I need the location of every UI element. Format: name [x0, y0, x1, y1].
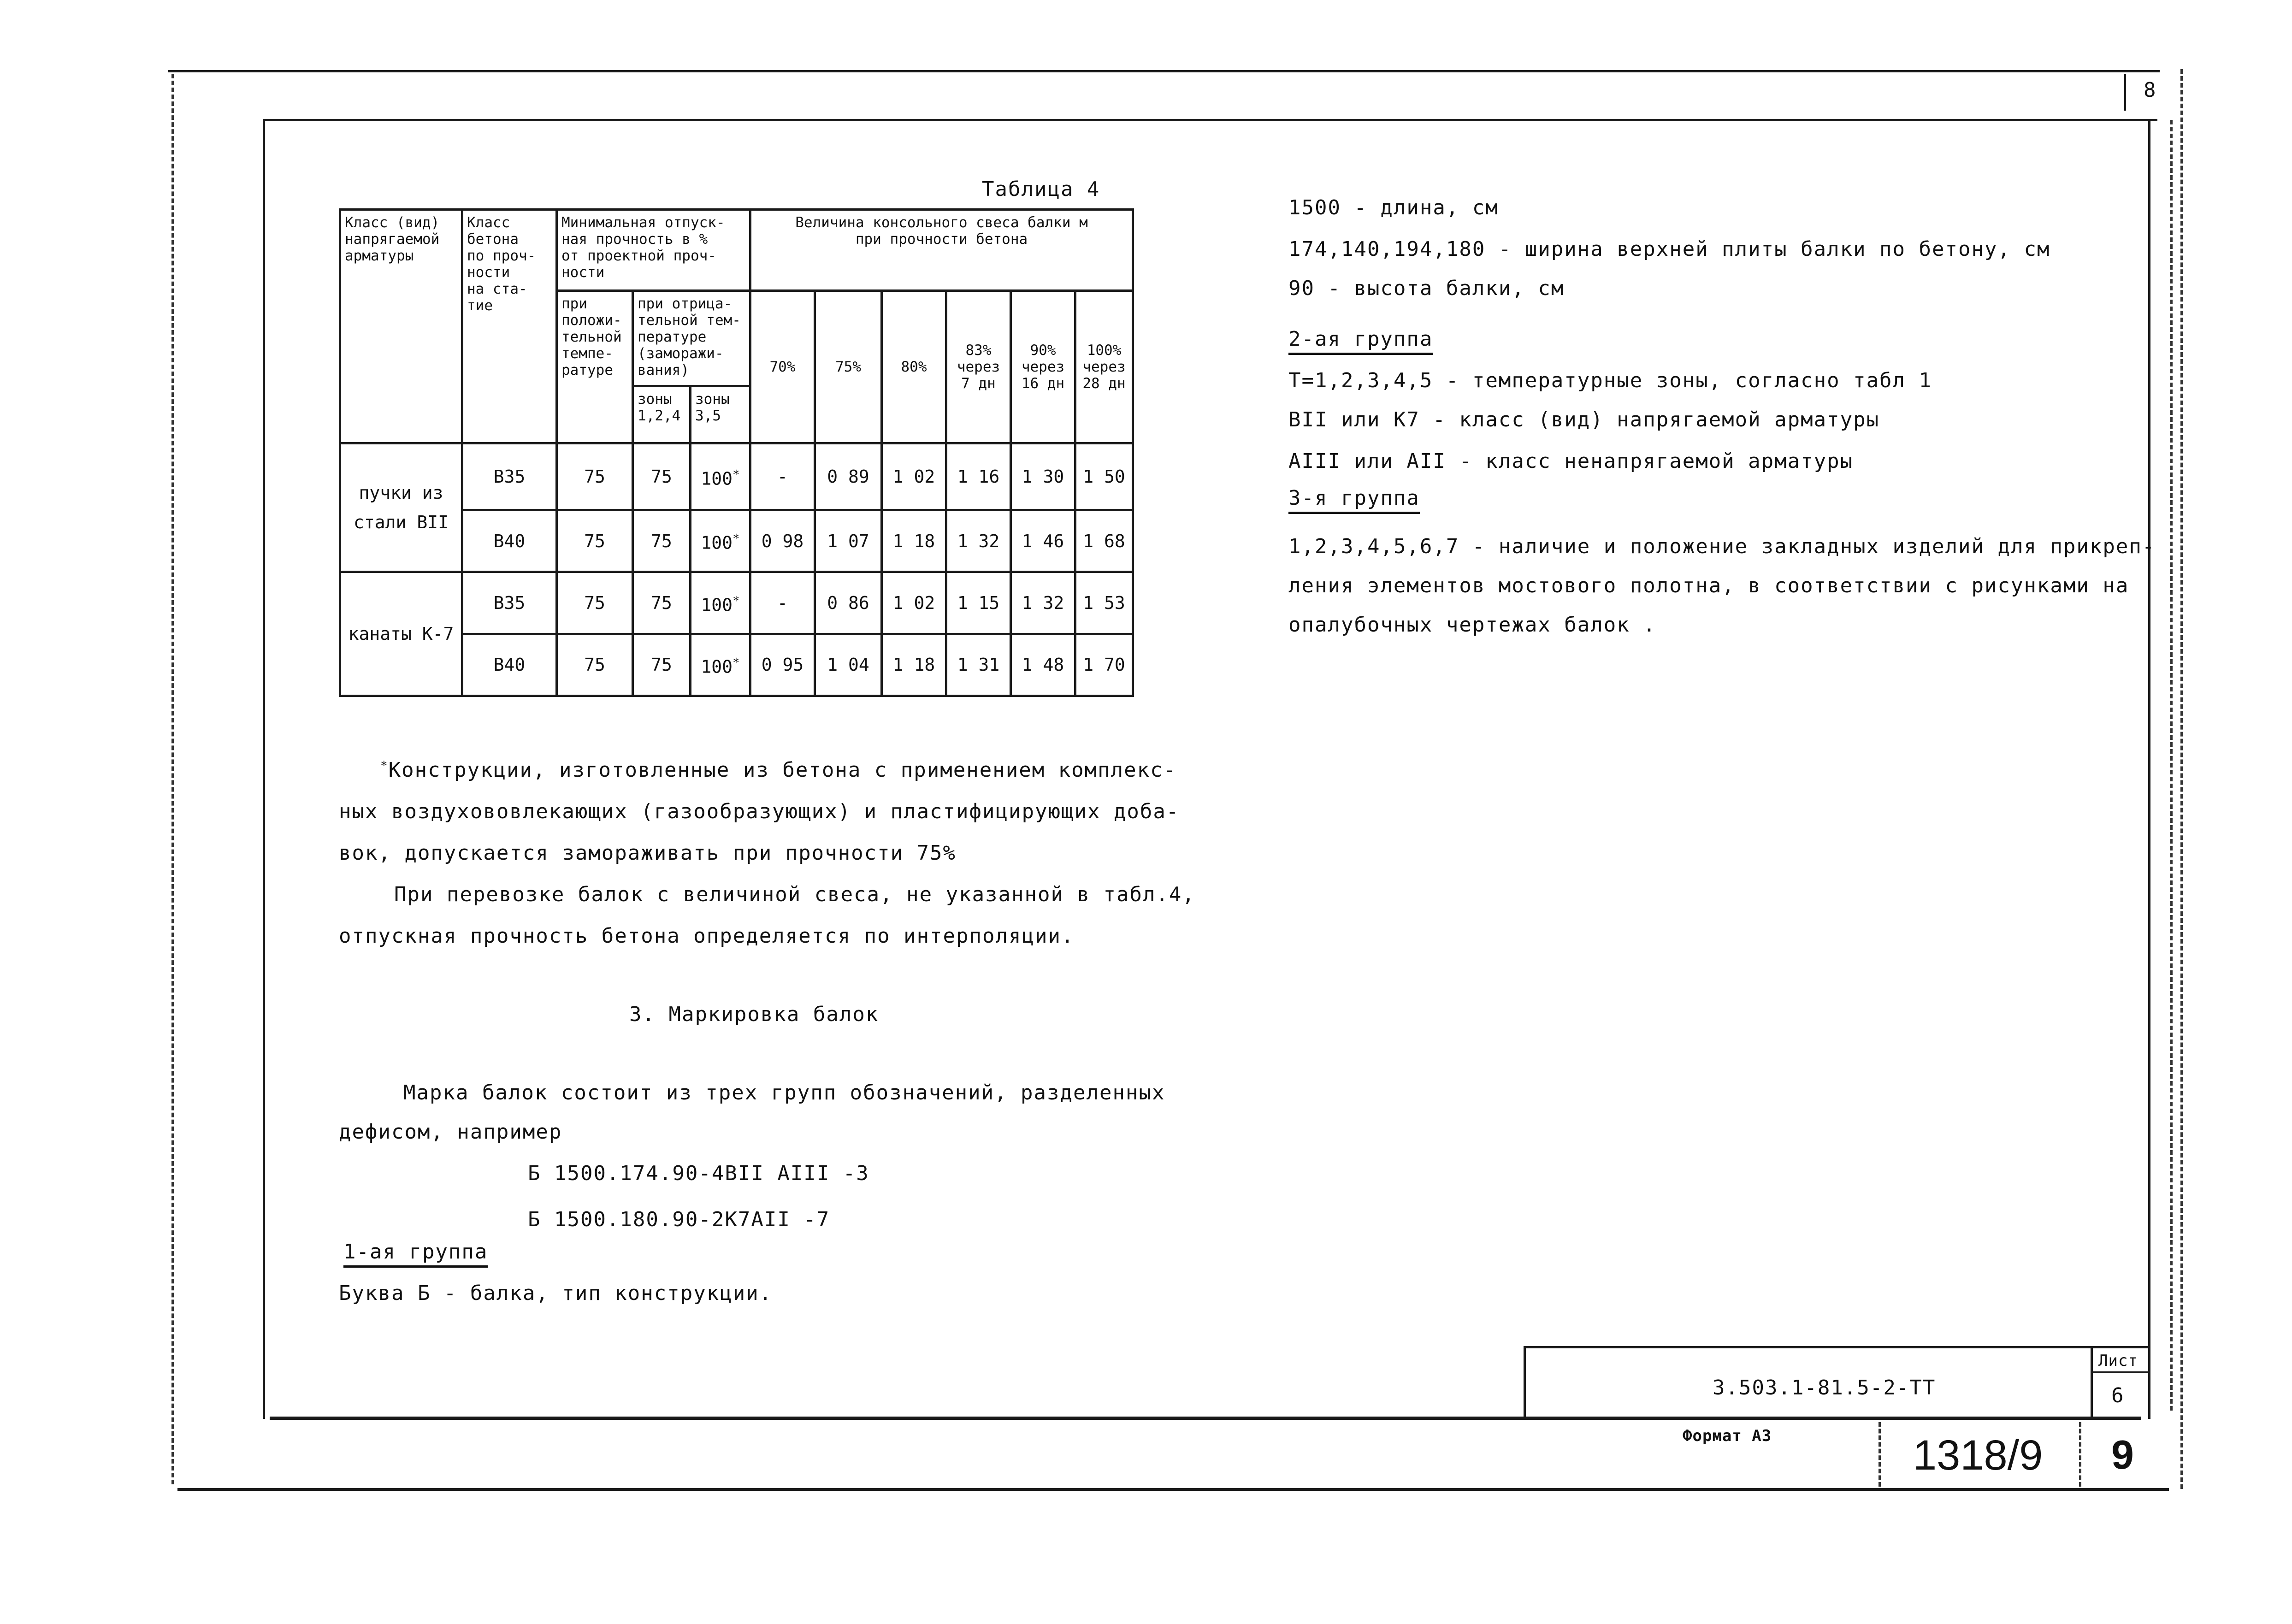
header-pct100: 100% через 28 дн — [1075, 290, 1133, 443]
corner-box-divider — [2124, 74, 2126, 111]
cell-value: 100 — [701, 595, 732, 615]
right-line-6: AIII или AII - класс ненапрягаемой арматуры — [1288, 449, 1854, 473]
header-negative-temp: при отрица- тельной тем- пературе (заморажи- вания) — [633, 290, 750, 386]
table-cell: 75 — [557, 572, 633, 634]
header-concrete-class: Класс бетона по проч- ности на ста- тие — [462, 210, 557, 443]
group-label-ropes: канаты К-7 — [340, 572, 462, 696]
section-title: 3. Маркировка балок — [629, 1003, 879, 1026]
table-cell: - — [750, 443, 815, 510]
outer-frame-left — [171, 74, 174, 1484]
right-line-1: 1500 - длина, см — [1288, 196, 1499, 219]
table-cell: 1 46 — [1011, 510, 1075, 572]
table-cell: 1 15 — [946, 572, 1011, 634]
table-cell: 1 68 — [1075, 510, 1133, 572]
document-code: 3.503.1-81.5-2-TT — [1713, 1376, 1936, 1400]
asterisk-mark: * — [732, 594, 740, 608]
inner-frame-bottom — [270, 1417, 2141, 1420]
cell-value: 100 — [701, 532, 732, 553]
inner-frame-right-dash — [2170, 120, 2173, 1411]
right-line-3: 90 - высота балки, см — [1288, 277, 1565, 300]
table-cell: 1 04 — [815, 634, 882, 696]
footnote-line-1 — [380, 758, 1176, 782]
right-line-9: опалубочных чертежах балок . — [1288, 613, 1656, 637]
inner-frame-top — [263, 119, 2157, 121]
table-cell: 75 — [557, 443, 633, 510]
header-overhang: Величина консольного свеса балки м при прочности бетона — [750, 210, 1133, 291]
title-block-sheet-line — [2091, 1371, 2148, 1373]
footnote-text: Конструкции, изготовленные из бетона с применением комплекс- — [388, 758, 1177, 782]
table-cell: 1 18 — [882, 510, 946, 572]
corner-sheet-number: 8 — [2144, 78, 2157, 102]
example-mark-1: Б 1500.174.90-4BII AIII -3 — [528, 1162, 869, 1185]
header-positive-temp: при положи- тельной темпе- ратуре — [557, 290, 633, 443]
group1-text: Буква Б - балка, тип конструкции. — [339, 1281, 773, 1305]
table-cell: 0 95 — [750, 634, 815, 696]
table-cell: - — [750, 572, 815, 634]
table-cell: 1 53 — [1075, 572, 1133, 634]
right-line-7: 1,2,3,4,5,6,7 - наличие и положение закладных изделий для прикреп- — [1288, 535, 2156, 558]
asterisk-mark: * — [732, 532, 740, 546]
inner-frame-left — [263, 119, 265, 1419]
table-cell: 1 30 — [1011, 443, 1075, 510]
table-cell: 1 70 — [1075, 634, 1133, 696]
right-line-8: ления элементов мостового полотна, в соответствии с рисунками на — [1288, 574, 2129, 597]
table-cell: 1 48 — [1011, 634, 1075, 696]
paragraph2-line-2: отпускная прочность бетона определяется по интерполяции. — [339, 924, 1075, 948]
cell-value: 100 — [701, 656, 732, 677]
table-cell: 1 18 — [882, 634, 946, 696]
table-cell: 1 07 — [815, 510, 882, 572]
stamp-right-divider — [2079, 1422, 2081, 1487]
header-pct75: 75% — [815, 290, 882, 443]
asterisk-mark: * — [732, 467, 740, 482]
header-min-strength: Минимальная отпуск- ная прочность в % от проектной проч- ности — [557, 210, 750, 291]
right-line-2: 174,140,194,180 - ширина верхней плиты балки по бетону, см — [1288, 237, 2050, 261]
table-cell: 1 16 — [946, 443, 1011, 510]
example-mark-2: Б 1500.180.90-2K7AII -7 — [528, 1208, 830, 1231]
group2-heading: 2-ая группа — [1288, 327, 1433, 355]
table-cell: B35 — [462, 443, 557, 510]
stamp-number: 1318/9 — [1913, 1432, 2043, 1479]
paragraph2-line-1: При перевозке балок с величиной свеса, не указанной в табл.4, — [394, 883, 1195, 906]
table-cell: 1 02 — [882, 443, 946, 510]
table-cell — [691, 443, 750, 510]
table-cell — [691, 634, 750, 696]
outer-frame-top — [168, 70, 2160, 72]
table-cell: 1 31 — [946, 634, 1011, 696]
right-line-4: T=1,2,3,4,5 - температурные зоны, согласно табл 1 — [1288, 369, 1932, 392]
cell-value: 100 — [701, 468, 732, 489]
sheet-number: 6 — [2111, 1384, 2125, 1407]
table-cell: 75 — [633, 510, 691, 572]
table-cell: 1 02 — [882, 572, 946, 634]
asterisk-mark: * — [380, 759, 389, 773]
group-label-bundles: пучки из стали BII — [340, 443, 462, 572]
table-cell: 1 32 — [1011, 572, 1075, 634]
header-pct70: 70% — [750, 290, 815, 443]
sheet-label: Лист — [2098, 1352, 2138, 1370]
title-block-left — [1524, 1346, 1526, 1417]
table-cell: 1 50 — [1075, 443, 1133, 510]
table-cell: 75 — [557, 510, 633, 572]
group1-heading: 1-ая группа — [343, 1240, 488, 1268]
table-cell: 75 — [633, 634, 691, 696]
right-line-5: BII или K7 - класс (вид) напрягаемой арматуры — [1288, 408, 1880, 431]
asterisk-mark: * — [732, 656, 740, 670]
table-cell: 75 — [633, 572, 691, 634]
header-pct90: 90% через 16 дн — [1011, 290, 1075, 443]
header-rebar-class: Класс (вид) напрягаемой арматуры — [340, 210, 462, 443]
table-cell: B40 — [462, 510, 557, 572]
strength-table — [339, 208, 1134, 697]
table-cell: 0 86 — [815, 572, 882, 634]
table-cell: 0 98 — [750, 510, 815, 572]
header-zones-35: зоны 3,5 — [691, 386, 750, 443]
paragraph3-line-2: дефисом, например — [339, 1120, 562, 1144]
outer-frame-bottom — [177, 1488, 2169, 1491]
header-zones-124: зоны 1,2,4 — [633, 386, 691, 443]
format-label: Формат А3 — [1683, 1427, 1772, 1445]
title-block-top — [1524, 1346, 2150, 1348]
table-cell: 75 — [557, 634, 633, 696]
table-cell: B35 — [462, 572, 557, 634]
header-pct83: 83% через 7 дн — [946, 290, 1011, 443]
table-cell: 0 89 — [815, 443, 882, 510]
stamp-left-divider — [1878, 1422, 1881, 1487]
table-cell: B40 — [462, 634, 557, 696]
page-number: 9 — [2111, 1432, 2134, 1477]
group3-heading: 3-я группа — [1288, 486, 1420, 514]
header-pct80: 80% — [882, 290, 946, 443]
table-caption: Таблица 4 — [982, 177, 1100, 201]
table-cell — [691, 510, 750, 572]
table-cell: 75 — [633, 443, 691, 510]
footnote-line-2: ных воздухововлекающих (газообразующих) и пластифицирующих доба- — [339, 800, 1180, 823]
title-block-sheet-divider — [2091, 1346, 2093, 1417]
table-cell — [691, 572, 750, 634]
footnote-line-3: вок, допускается замораживать при прочности 75% — [339, 841, 957, 865]
outer-frame-right — [2180, 69, 2183, 1489]
table-cell: 1 32 — [946, 510, 1011, 572]
paragraph3-line-1: Марка балок состоит из трех групп обозначений, разделенных — [403, 1081, 1165, 1104]
inner-frame-right — [2148, 119, 2150, 1419]
